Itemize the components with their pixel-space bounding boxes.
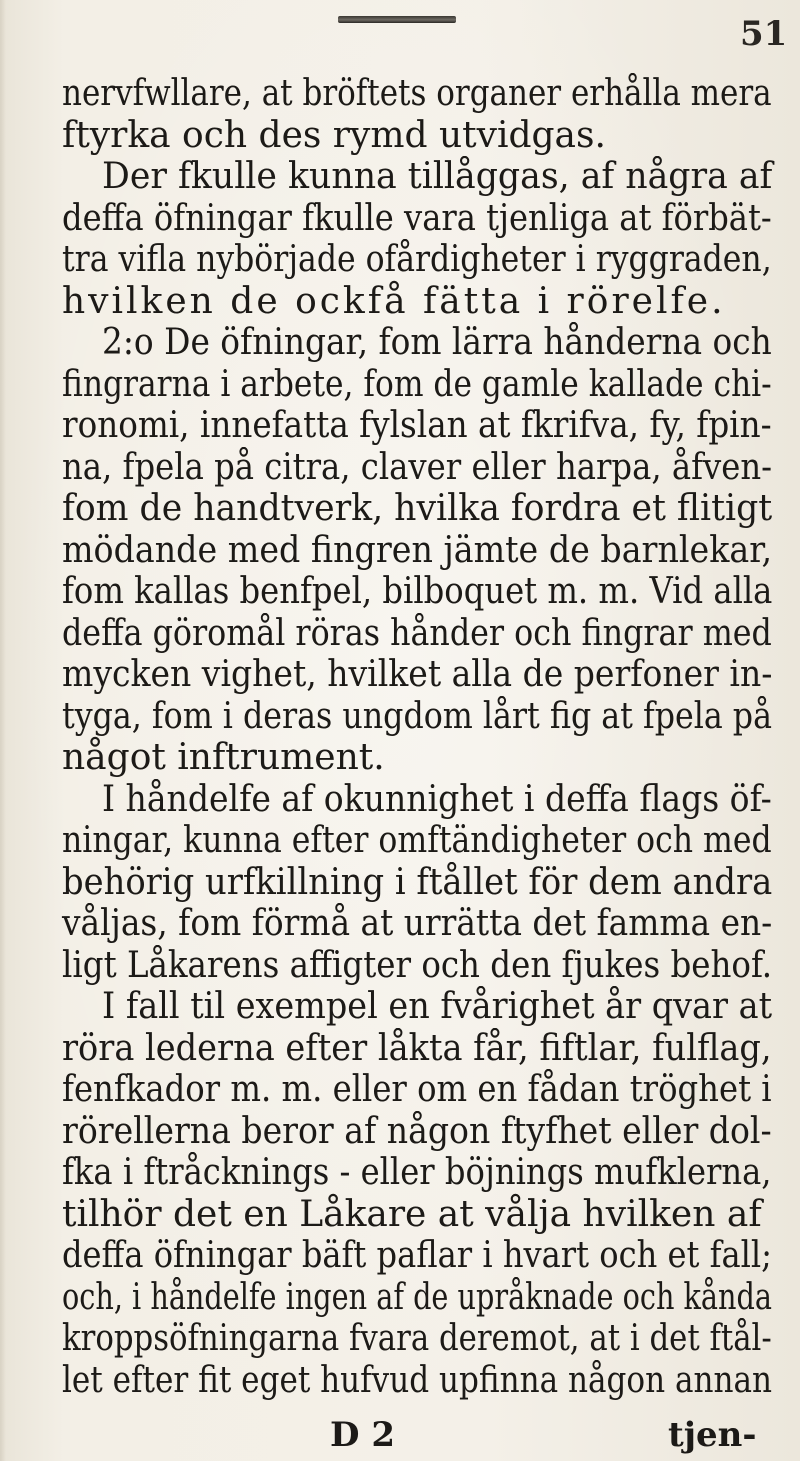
header-ornament-rule [338, 16, 456, 23]
text-line: behörig urfkillning i ftållet för dem andra [62, 861, 773, 903]
catchword: tjen- [668, 1415, 757, 1455]
text-line: fingrarna i arbete, fom de gamle kallade chi- [62, 363, 772, 405]
signature-mark: D 2 [330, 1415, 395, 1455]
text-line: deffa öfningar bäft paflar i hvart och et fall; [62, 1235, 772, 1276]
text-line: deffa göromål röras hånder och fingrar med [62, 612, 772, 654]
text-line: nervfwllare, at bröftets organer erhålla mera [62, 73, 772, 114]
text-line: I fall til exempel en fvårighet år qvar at [102, 986, 773, 1027]
text-line: kroppsöfningarna fvara deremot, at i det ftål- [62, 1318, 772, 1359]
text-line: deffa öfningar fkulle vara tjenliga at förbät- [62, 197, 772, 239]
text-line: ningar, kunna efter omftändigheter och med [62, 820, 772, 861]
text-line: rörellerna beror af någon ftyfhet eller dol- [62, 1110, 772, 1152]
text-line: fom de handtverk, hvilka fordra et flitigt [62, 488, 773, 529]
text-line: I håndelfe af okunnighet i deffa flags öf- [102, 778, 772, 820]
text-line: våljas, fom förmå at urrätta det famma en- [62, 903, 773, 944]
text-line: ronomi, innefatta fylslan at fkrifva, fy, fpin- [62, 405, 772, 446]
text-line: Der fkulle kunna tillåggas, af några af [102, 156, 773, 197]
text-line: tyga, fom i deras ungdom lårt fig at fpela på [62, 695, 772, 737]
text-line: ligt Låkarens affigter och den fjukes behof. [62, 944, 773, 986]
text-line: något inftrument. [62, 737, 385, 778]
text-line: mycken vighet, hvilket alla de perfoner in- [62, 654, 773, 695]
text-line: fenfkador m. m. eller om en fådan tröghet i [62, 1069, 772, 1110]
text-line: 2:o De öfningar, fom lärra hånderna och [102, 322, 772, 363]
text-line: röra lederna efter låkta får, fiftlar, fulflag, [62, 1027, 772, 1069]
text-line: hvilken de ockfå fätta i rörelfe. [62, 280, 726, 322]
text-line: mödande med fingren jämte de barnlekar, [62, 529, 773, 571]
text-line: och, i håndelfe ingen af de upråknade och kånda [62, 1276, 772, 1318]
text-line: ftyrka och des rymd utvidgas. [62, 114, 606, 156]
text-line: fom kallas benfpel, bilboquet m. m. Vid alla [62, 571, 773, 612]
page-gutter-shadow [0, 0, 6, 1461]
page-number: 51 [740, 14, 788, 54]
text-line: fka i ftråcknings - eller böjnings mufklerna, [62, 1152, 772, 1193]
text-line: na, fpela på citra, claver eller harpa, åfven- [62, 446, 773, 488]
text-line: let efter fit eget hufvud upfinna någon annan [62, 1359, 772, 1401]
text-line: tra vifla nybörjade ofårdigheter i ryggraden, [62, 239, 772, 280]
text-line: tilhör det en Låkare at vålja hvilken af [62, 1193, 762, 1235]
